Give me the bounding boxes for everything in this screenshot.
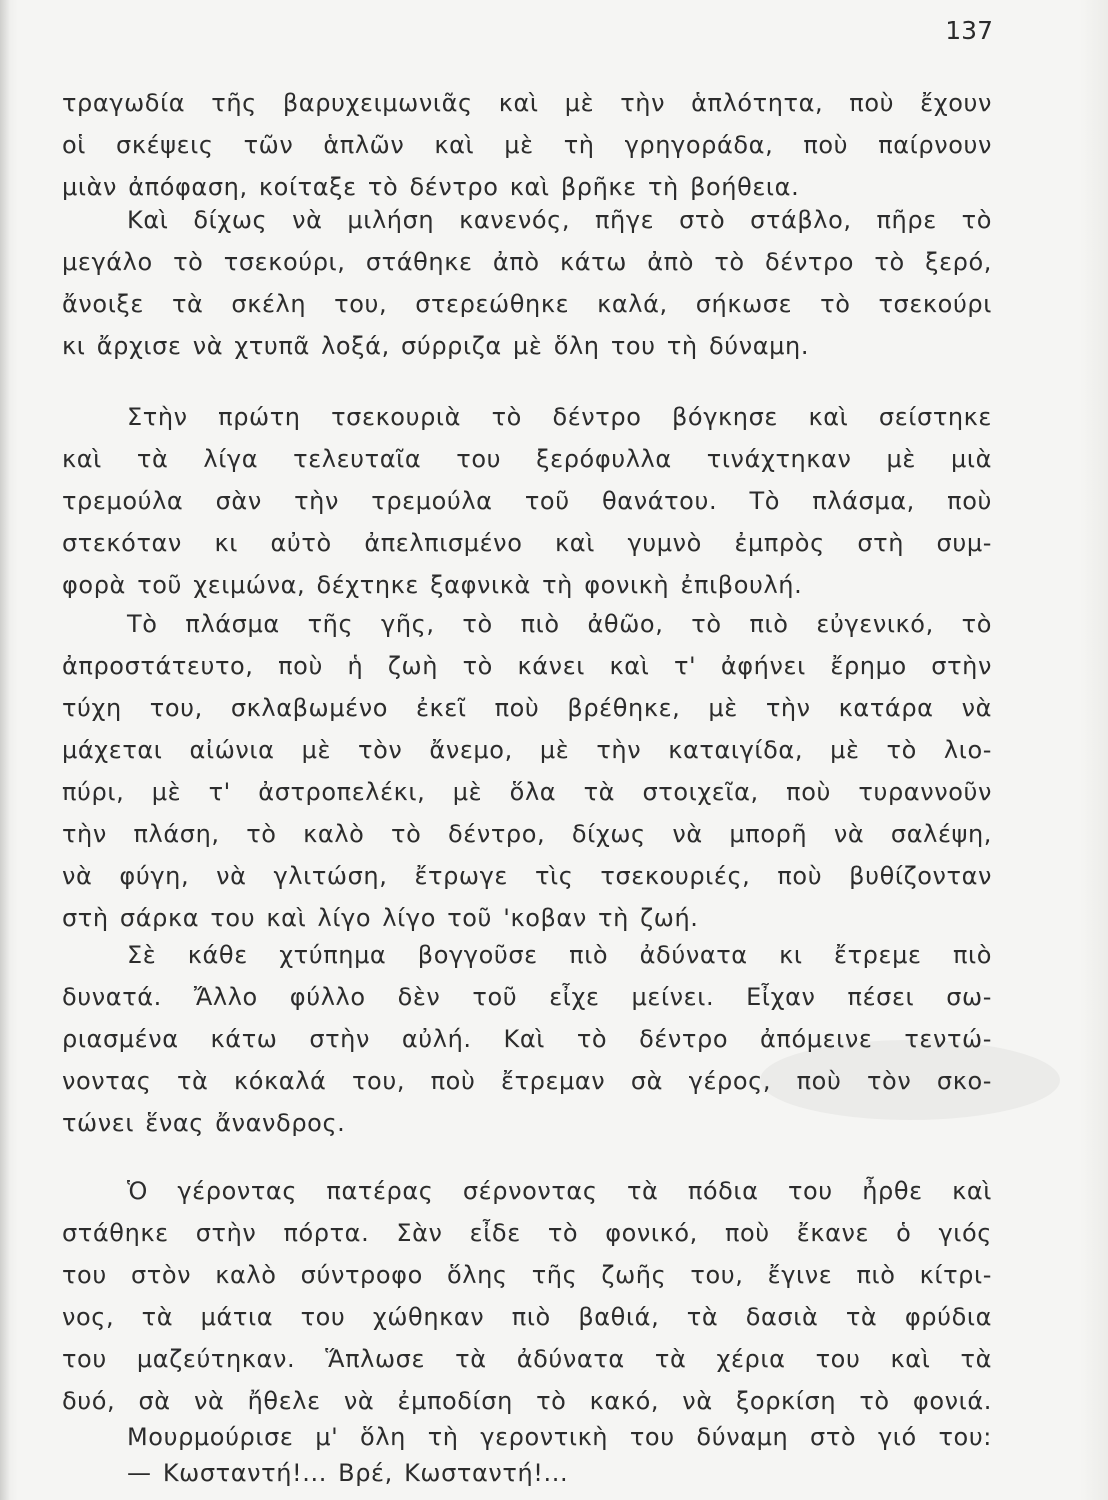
- text-line: φορὰ τοῦ χειμώνα, δέχτηκε ξαφνικὰ τὴ φονικὴ ἐπιβουλή.: [62, 571, 803, 599]
- text-line: ἄνοιξε τὰ σκέλη του, στερεώθηκε καλά, σήκωσε τὸ τσεκούρι: [62, 290, 992, 318]
- text-line: τὴν πλάση, τὸ καλὸ τὸ δέντρο, δίχως νὰ μπορῆ νὰ σαλέψη,: [62, 820, 992, 848]
- text-line: οἱ σκέψεις τῶν ἁπλῶν καὶ μὲ τὴ γρηγοράδα, ποὺ παίρνουν: [62, 131, 992, 159]
- text-line: δυνατά. Ἄλλο φύλλο δὲν τοῦ εἶχε μείνει. Εἶχαν πέσει σω-: [62, 983, 992, 1011]
- page-number: 137: [945, 16, 993, 45]
- text-line: στεκόταν κι αὐτὸ ἀπελπισμένο καὶ γυμνὸ ἐμπρὸς στὴ συμ-: [62, 529, 992, 557]
- text-line: νὰ φύγη, νὰ γλιτώση, ἔτρωγε τὶς τσεκουριές, ποὺ βυθίζονταν: [62, 862, 992, 890]
- text-line: Καὶ δίχως νὰ μιλήση κανενός, πῆγε στὸ στάβλο, πῆρε τὸ: [127, 206, 992, 234]
- text-line: Μουρμούρισε μ' ὅλη τὴ γεροντικὴ του δύναμη στὸ γιό του:: [127, 1423, 992, 1451]
- text-line: στὴ σάρκα του καὶ λίγο λίγο τοῦ 'κοβαν τὴ ζωή.: [62, 904, 699, 932]
- text-line: Ὁ γέροντας πατέρας σέρνοντας τὰ πόδια του ἦρθε καὶ: [127, 1177, 992, 1205]
- text-line: Στὴν πρώτη τσεκουριὰ τὸ δέντρο βόγκησε καὶ σείστηκε: [127, 403, 992, 431]
- dialogue-line: — Κωσταντή!... Βρέ, Κωσταντή!...: [127, 1459, 569, 1487]
- text-line: τρεμούλα σὰν τὴν τρεμούλα τοῦ θανάτου. Τὸ πλάσμα, ποὺ: [62, 487, 992, 515]
- text-line: νοντας τὰ κόκαλά του, ποὺ ἔτρεμαν σὰ γέρος, ποὺ τὸν σκο-: [62, 1067, 992, 1095]
- text-line: κι ἄρχισε νὰ χτυπᾶ λοξά, σύρριζα μὲ ὅλη του τὴ δύναμη.: [62, 332, 810, 360]
- text-line: Σὲ κάθε χτύπημα βογγοῦσε πιὸ ἀδύνατα κι ἔτρεμε πιὸ: [127, 941, 992, 969]
- text-line: του στὸν καλὸ σύντροφο ὅλης τῆς ζωῆς του, ἔγινε πιὸ κίτρι-: [62, 1261, 992, 1289]
- text-line: Τὸ πλάσμα τῆς γῆς, τὸ πιὸ ἀθῶο, τὸ πιὸ εὐγενικό, τὸ: [127, 610, 992, 638]
- text-line: μιὰν ἀπόφαση, κοίταξε τὸ δέντρο καὶ βρῆκε τὴ βοήθεια.: [62, 173, 800, 201]
- text-line: καὶ τὰ λίγα τελευταῖα του ξερόφυλλα τινάχτηκαν μὲ μιὰ: [62, 445, 992, 473]
- text-line: στάθηκε στὴν πόρτα. Σὰν εἶδε τὸ φονικό, ποὺ ἔκανε ὁ γιός: [62, 1219, 992, 1247]
- text-line: μεγάλο τὸ τσεκούρι, στάθηκε ἀπὸ κάτω ἀπὸ τὸ δέντρο τὸ ξερό,: [62, 248, 992, 276]
- text-line: τώνει ἕνας ἄνανδρος.: [62, 1109, 346, 1137]
- text-line: πύρι, μὲ τ' ἀστροπελέκι, μὲ ὅλα τὰ στοιχεῖα, ποὺ τυραννοῦν: [62, 778, 992, 806]
- text-line: του μαζεύτηκαν. Ἅπλωσε τὰ ἀδύνατα τὰ χέρια του καὶ τὰ: [62, 1345, 992, 1373]
- text-line: μάχεται αἰώνια μὲ τὸν ἄνεμο, μὲ τὴν καταιγίδα, μὲ τὸ λιο-: [62, 736, 992, 764]
- text-line: τύχη του, σκλαβωμένο ἐκεῖ ποὺ βρέθηκε, μὲ τὴν κατάρα νὰ: [62, 694, 992, 722]
- text-line: ριασμένα κάτω στὴν αὐλή. Καὶ τὸ δέντρο ἀπόμεινε τεντώ-: [62, 1025, 992, 1053]
- text-line: νος, τὰ μάτια του χώθηκαν πιὸ βαθιά, τὰ δασιὰ τὰ φρύδια: [62, 1303, 992, 1331]
- text-line: ἀπροστάτευτο, ποὺ ἡ ζωὴ τὸ κάνει καὶ τ' ἀφήνει ἔρημο στὴν: [62, 652, 992, 680]
- text-line: δυό, σὰ νὰ ἤθελε νὰ ἐμποδίση τὸ κακό, νὰ ξορκίση τὸ φονιά.: [62, 1387, 992, 1415]
- text-line: τραγωδία τῆς βαρυχειμωνιᾶς καὶ μὲ τὴν ἁπλότητα, ποὺ ἔχουν: [62, 89, 992, 117]
